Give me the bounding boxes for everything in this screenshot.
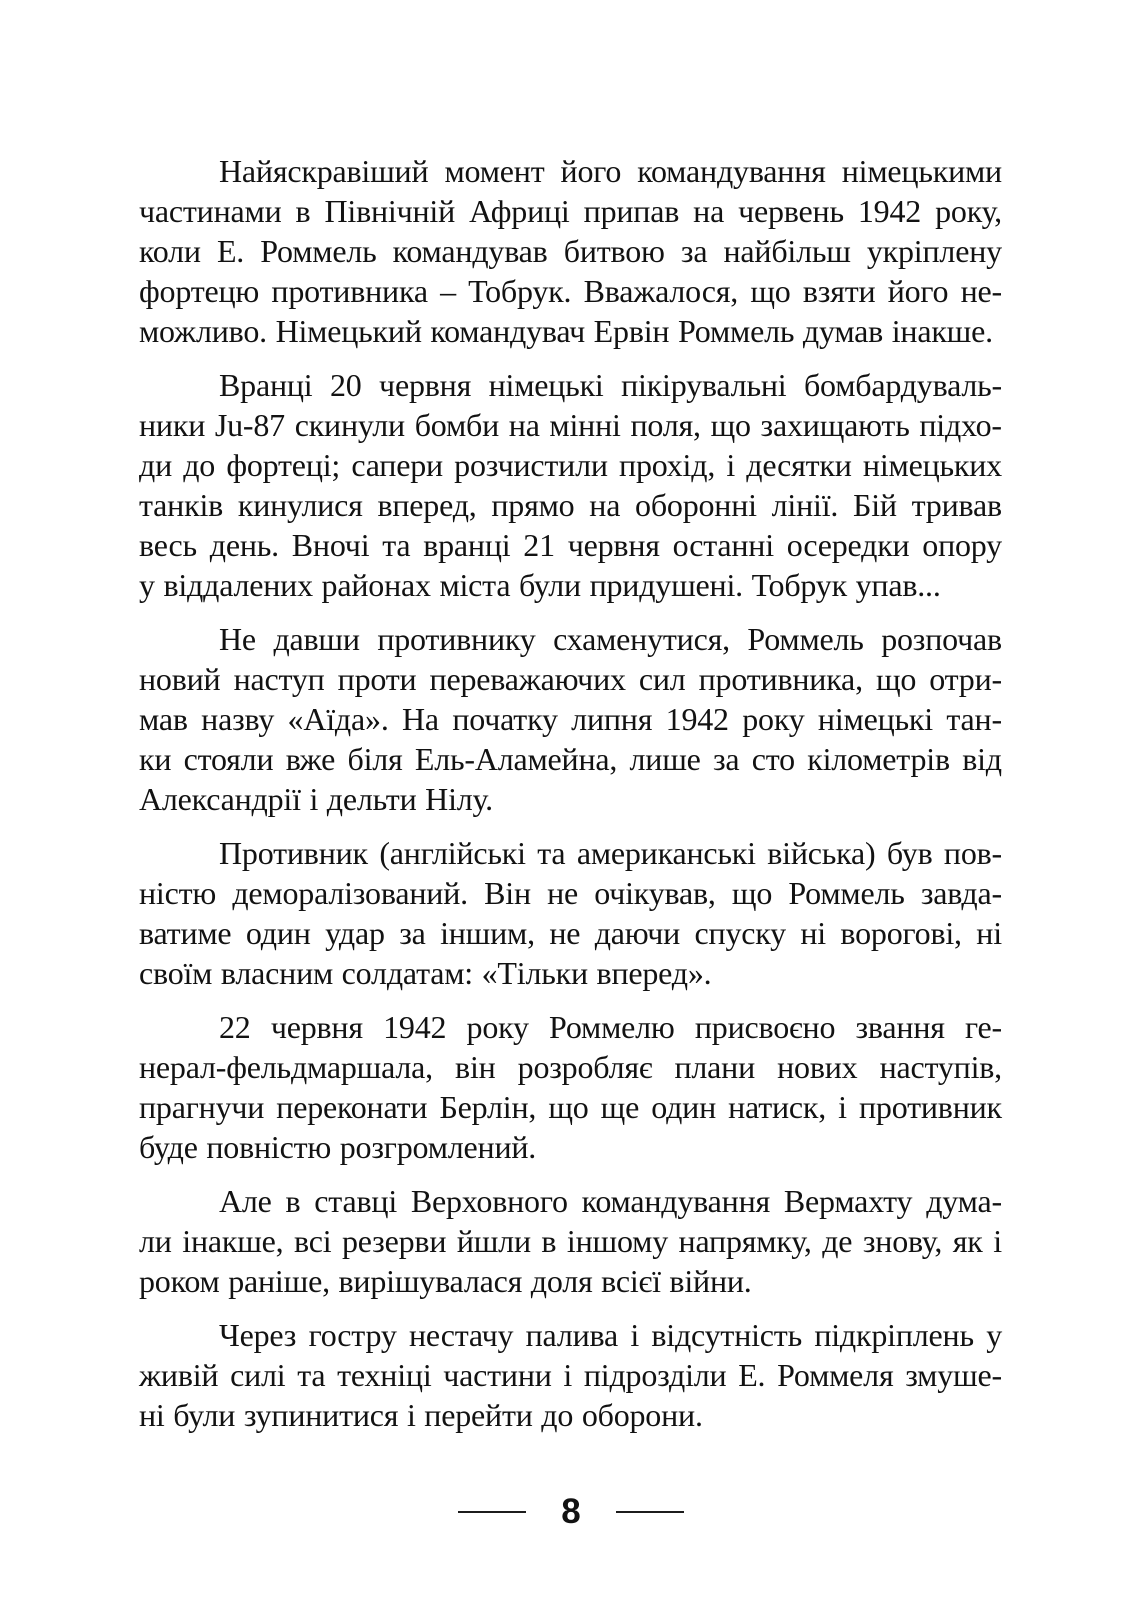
word: ли — [139, 1223, 172, 1259]
text-line — [139, 1395, 1002, 1435]
word: і — [726, 447, 736, 483]
word: стояли — [183, 741, 274, 777]
word: за — [712, 741, 740, 777]
word: На — [402, 701, 439, 737]
word: переважаючих — [429, 661, 626, 697]
word: та — [537, 835, 566, 871]
footer-left-rule — [458, 1511, 526, 1513]
word: німецькі — [817, 701, 933, 737]
word: присвоєно — [694, 1009, 836, 1045]
word: захищають — [760, 407, 910, 443]
word: прохід, — [619, 447, 716, 483]
word: ге- — [965, 1009, 1002, 1045]
word: Роммеля — [777, 1357, 894, 1393]
text-line — [139, 873, 1002, 913]
text-line — [139, 779, 1002, 819]
word: повністю — [206, 1129, 332, 1165]
word: ні — [139, 1397, 165, 1433]
word: нових — [777, 1049, 858, 1085]
word: Північній — [324, 193, 456, 229]
word: фортецю — [139, 273, 260, 309]
word: дельти — [326, 781, 417, 817]
word: іншому — [566, 1223, 668, 1259]
word: на — [508, 407, 540, 443]
word: отри- — [929, 661, 1002, 697]
word: весь — [139, 527, 197, 563]
word: він — [455, 1049, 496, 1085]
page-text-block — [139, 151, 1002, 1449]
word: оборони. — [581, 1397, 703, 1433]
word: командував — [392, 233, 548, 269]
word: йшли — [456, 1223, 531, 1259]
word: Нілу. — [425, 781, 493, 817]
word: скинули — [294, 407, 405, 443]
word: останні — [672, 527, 774, 563]
word: – — [440, 273, 456, 309]
word: коли — [139, 233, 201, 269]
word: знову, — [862, 1223, 943, 1259]
text-line — [139, 231, 1002, 271]
word: біля — [347, 741, 403, 777]
word: за — [680, 233, 708, 269]
word: до — [183, 447, 216, 483]
text-line — [139, 311, 1002, 351]
word: Вважалося, — [583, 273, 739, 309]
word: своїм — [139, 955, 213, 991]
word: роком — [139, 1263, 220, 1299]
paragraph-3 — [139, 619, 1002, 819]
word: спуску — [694, 915, 786, 951]
word: і — [630, 1317, 640, 1353]
text-line — [139, 405, 1002, 445]
word: Вночі — [291, 527, 370, 563]
word: відсутність — [651, 1317, 802, 1353]
paragraph-1 — [139, 151, 1002, 351]
word: Ервін — [593, 313, 670, 349]
word: Роммелю — [549, 1009, 675, 1045]
word: фортеці; — [226, 447, 341, 483]
word: Африці — [469, 193, 570, 229]
word: один — [245, 915, 311, 951]
word: давши — [273, 621, 360, 657]
word: війни. — [669, 1263, 752, 1299]
word: Вранці — [219, 367, 313, 403]
text-line — [139, 953, 1002, 993]
word: частини — [443, 1357, 552, 1393]
word: і — [406, 1397, 416, 1433]
word: ні — [800, 915, 826, 951]
word: на — [589, 487, 621, 523]
word: командування — [581, 1183, 771, 1219]
word: Александрії — [139, 781, 301, 817]
word: переконати — [276, 1089, 428, 1125]
word: мав — [139, 701, 188, 737]
word: всі — [294, 1223, 332, 1259]
word: плани — [674, 1049, 756, 1085]
word: червня — [567, 527, 660, 563]
text-line — [139, 1221, 1002, 1261]
word: Ель-Аламейна, — [414, 741, 618, 777]
text-line — [139, 485, 1002, 525]
word: солдатам: — [341, 955, 473, 991]
word: Е. — [216, 233, 245, 269]
word: живій — [139, 1357, 219, 1393]
word: розгромлений. — [339, 1129, 537, 1165]
word: був — [886, 835, 933, 871]
word: як — [952, 1223, 983, 1259]
word: тан- — [946, 701, 1002, 737]
word: і — [993, 1223, 1002, 1259]
word: Німецький — [275, 313, 422, 349]
text-line — [139, 1261, 1002, 1301]
word: Противник — [219, 835, 368, 871]
word: доля — [530, 1263, 593, 1299]
word: німецькі — [488, 367, 604, 403]
word: перейти — [424, 1397, 533, 1433]
word: лінії. — [771, 487, 839, 523]
word: момент — [444, 153, 545, 189]
word: та — [297, 1357, 326, 1393]
word: ники — [139, 407, 206, 443]
word: силі — [230, 1357, 286, 1393]
word: звання — [855, 1009, 945, 1045]
word: прямо — [491, 487, 575, 523]
word: лише — [629, 741, 701, 777]
word: німецькими — [841, 153, 1002, 189]
text-line — [139, 1181, 1002, 1221]
word: назву — [201, 701, 275, 737]
word: Роммель — [260, 233, 377, 269]
word: оборонні — [635, 487, 757, 523]
word: (англійські — [379, 835, 526, 871]
word: ністю — [139, 875, 217, 911]
text-line — [139, 445, 1002, 485]
word: червня — [270, 1009, 363, 1045]
word: змуше- — [905, 1357, 1002, 1393]
word: один — [651, 1089, 717, 1125]
word: не- — [960, 273, 1002, 309]
word: упав... — [855, 567, 941, 603]
word: проти — [337, 661, 417, 697]
word: підкріплень — [814, 1317, 974, 1353]
word: резерви — [341, 1223, 447, 1259]
word: Він — [484, 875, 531, 911]
word: кинулися — [237, 487, 363, 523]
word: пов- — [943, 835, 1002, 871]
word: його — [560, 153, 622, 189]
word: розробляє — [517, 1049, 653, 1085]
word: вирішувалася — [338, 1263, 523, 1299]
word: сто — [751, 741, 795, 777]
word: липня — [571, 701, 653, 737]
word: 20 — [329, 367, 362, 403]
word: деморалізований. — [232, 875, 468, 911]
word: найбільш — [723, 233, 851, 269]
word: Не — [219, 621, 256, 657]
word: всієї — [601, 1263, 661, 1299]
word: наступів, — [879, 1049, 1002, 1085]
word: червня — [379, 367, 472, 403]
word: в — [285, 1183, 301, 1219]
text-line — [139, 833, 1002, 873]
word: Е. — [738, 1357, 766, 1393]
word: в — [541, 1223, 557, 1259]
text-line — [139, 1355, 1002, 1395]
text-line — [139, 271, 1002, 311]
word: вже — [285, 741, 336, 777]
word: Берлін, — [439, 1089, 537, 1125]
text-line — [139, 1315, 1002, 1355]
word: віддалених — [163, 567, 313, 603]
word: червень — [738, 193, 844, 229]
word: ватиме — [139, 915, 232, 951]
word: завда- — [920, 875, 1002, 911]
word: ди — [139, 447, 173, 483]
word: сапери — [351, 447, 443, 483]
word: Роммель — [747, 621, 864, 657]
word: нерал-фельдмаршала, — [139, 1049, 433, 1085]
word: дума- — [926, 1183, 1002, 1219]
word: що — [548, 1089, 589, 1125]
text-line — [139, 913, 1002, 953]
word: підрозділи — [583, 1357, 727, 1393]
word: були — [519, 567, 581, 603]
word: не — [547, 875, 579, 911]
word: Роммель — [677, 313, 795, 349]
text-line — [139, 1047, 1002, 1087]
word: що — [731, 875, 773, 911]
word: вперед». — [596, 955, 712, 991]
word: Верховного — [410, 1183, 568, 1219]
word: Але — [219, 1183, 272, 1219]
word: бомби — [414, 407, 500, 443]
word: районах — [321, 567, 431, 603]
word: ще — [600, 1089, 640, 1125]
word: думав — [802, 313, 884, 349]
word: схаменутися, — [553, 621, 730, 657]
word: десятки — [746, 447, 852, 483]
paragraph-2 — [139, 365, 1002, 605]
word: в — [295, 193, 311, 229]
text-line — [139, 1007, 1002, 1047]
word: поля, — [630, 407, 701, 443]
word: противника — [271, 273, 428, 309]
word: вранці — [423, 527, 511, 563]
word: мінні — [549, 407, 621, 443]
word: Тобрук — [751, 567, 847, 603]
word: року — [466, 1009, 529, 1045]
word: новий — [139, 661, 221, 697]
word: що — [710, 407, 751, 443]
word: року — [742, 701, 805, 737]
word: інакше, — [182, 1223, 284, 1259]
text-line — [139, 525, 1002, 565]
word: Роммель — [788, 875, 905, 911]
word: Через — [219, 1317, 297, 1353]
text-line — [139, 191, 1002, 231]
word: кілометрів — [807, 741, 950, 777]
word: танків — [139, 487, 224, 523]
word: міста — [439, 567, 511, 603]
word: підхо- — [919, 407, 1002, 443]
word: війська) — [767, 835, 876, 871]
word: укріплену — [866, 233, 1002, 269]
word: що — [750, 273, 791, 309]
text-line — [139, 659, 1002, 699]
word: 22 — [219, 1009, 251, 1045]
word: початку — [452, 701, 558, 737]
word: прагнучи — [139, 1089, 265, 1125]
word: де — [822, 1223, 853, 1259]
word: тривав — [911, 487, 1002, 523]
word: командувач — [430, 313, 586, 349]
text-line — [139, 565, 1002, 605]
word: німецьких — [862, 447, 1002, 483]
word: опору — [922, 527, 1002, 563]
word: американські — [576, 835, 756, 871]
word: командування — [637, 153, 826, 189]
word: не — [549, 915, 581, 951]
text-line — [139, 151, 1002, 191]
word: осередки — [786, 527, 910, 563]
word: очікував, — [594, 875, 716, 911]
text-line — [139, 619, 1002, 659]
word: що — [875, 661, 917, 697]
word: у — [986, 1317, 1002, 1353]
word: техніці — [337, 1357, 432, 1393]
word: ки — [139, 741, 172, 777]
word: і — [563, 1357, 573, 1393]
word: «Тільки — [481, 955, 588, 991]
word: можливо. — [139, 313, 267, 349]
word: і — [838, 1089, 847, 1125]
word: ставці — [314, 1183, 398, 1219]
word: 1942 — [665, 701, 729, 737]
word: даючи — [594, 915, 681, 951]
word: «Аїда». — [287, 701, 389, 737]
word: противник — [858, 1089, 1002, 1125]
word: раніше, — [228, 1263, 330, 1299]
word: напрямку, — [678, 1223, 812, 1259]
word: та — [382, 527, 411, 563]
word: на — [693, 193, 725, 229]
word: палива — [525, 1317, 619, 1353]
word: Тобрук. — [468, 273, 572, 309]
word: нестачу — [408, 1317, 514, 1353]
word: Ju-87 — [214, 407, 285, 443]
word: розпочав — [881, 621, 1002, 657]
word: зупинитися — [243, 1397, 399, 1433]
word: власним — [220, 955, 334, 991]
word: противнику — [377, 621, 536, 657]
word: противника, — [698, 661, 863, 697]
word: гостру — [308, 1317, 397, 1353]
word: Вермахту — [783, 1183, 913, 1219]
word: у — [139, 567, 155, 603]
text-line — [139, 739, 1002, 779]
paragraph-5 — [139, 1007, 1002, 1167]
word: були — [173, 1397, 236, 1433]
text-line — [139, 365, 1002, 405]
word: іншим, — [440, 915, 535, 951]
word: ворогові, — [840, 915, 962, 951]
word: року, — [935, 193, 1002, 229]
word: ні — [976, 915, 1002, 951]
paragraph-7 — [139, 1315, 1002, 1435]
text-line — [139, 1087, 1002, 1127]
word: Бій — [853, 487, 897, 523]
word: Найяскравіший — [219, 153, 429, 189]
word: за — [399, 915, 426, 951]
word: вперед, — [377, 487, 477, 523]
word: його — [887, 273, 949, 309]
word: наступ — [233, 661, 325, 697]
word: до — [541, 1397, 574, 1433]
word: удар — [325, 915, 385, 951]
word: битвою — [563, 233, 665, 269]
word: взяти — [802, 273, 876, 309]
text-line — [139, 1127, 1002, 1167]
paragraph-4 — [139, 833, 1002, 993]
paragraph-6 — [139, 1181, 1002, 1301]
word: розчистили — [454, 447, 608, 483]
text-line — [139, 699, 1002, 739]
word: 1942 — [383, 1009, 447, 1045]
word: частинами — [139, 193, 282, 229]
footer-right-rule — [616, 1511, 684, 1513]
word: натиск, — [728, 1089, 827, 1125]
word: сил — [638, 661, 686, 697]
word: 1942 — [857, 193, 922, 229]
word: буде — [139, 1129, 198, 1165]
word: придушені. — [589, 567, 743, 603]
word: від — [962, 741, 1002, 777]
word: і — [309, 781, 319, 817]
word: інакше. — [891, 313, 993, 349]
word: пікірувальні — [621, 367, 787, 403]
word: день. — [209, 527, 279, 563]
word: припав — [583, 193, 680, 229]
page-footer — [0, 1494, 1142, 1530]
word: бомбардуваль- — [803, 367, 1002, 403]
page-number: 8 — [561, 1492, 581, 1531]
word: 21 — [523, 527, 555, 563]
